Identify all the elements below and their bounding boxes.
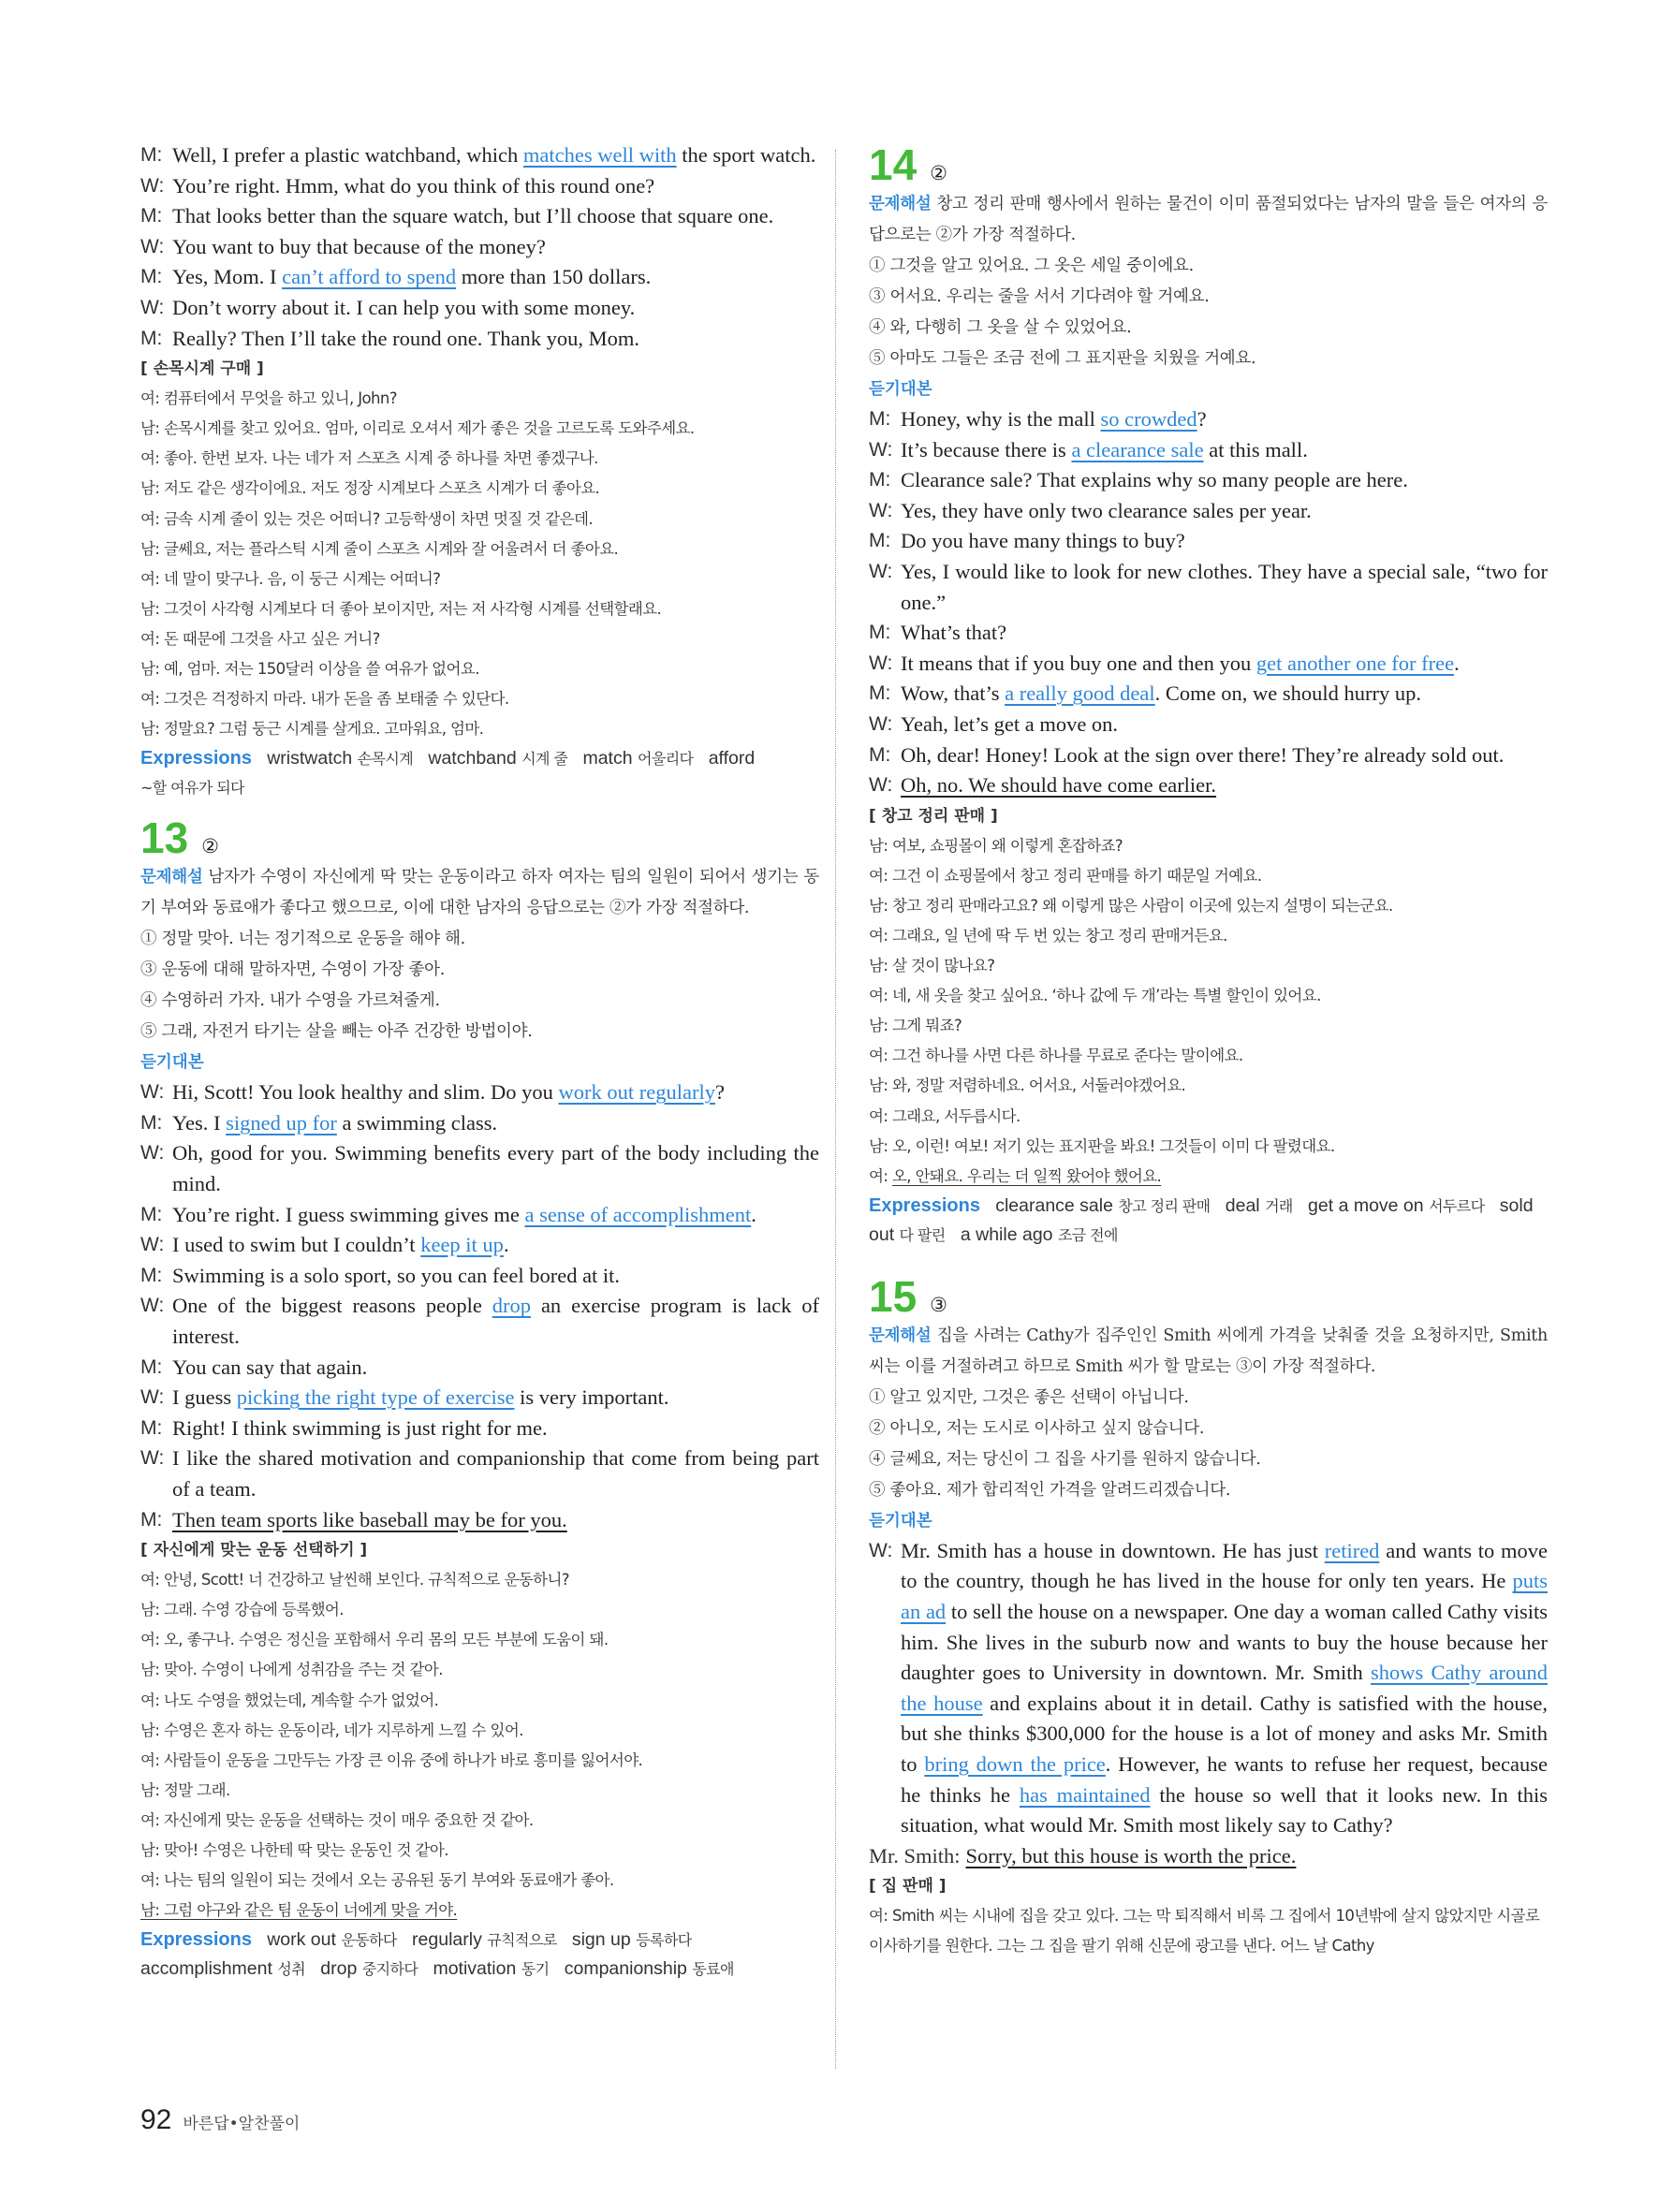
expression-meaning: 운동하다	[341, 1931, 397, 1950]
q13-explain-label: 문제해설	[140, 868, 203, 887]
q15-final-speaker: Mr. Smith:	[869, 1843, 961, 1868]
text-run: more than 150 dollars.	[456, 265, 652, 289]
expression-meaning: 창고 정리 판매	[1118, 1196, 1211, 1215]
expression-meaning: 시계 줄	[521, 750, 568, 769]
text-run: Swimming is a solo sport, so you can feel bored at it.	[172, 1263, 621, 1287]
q14-korean-translation	[869, 831, 1548, 1162]
speaker-label: W:	[140, 1295, 165, 1317]
dialog-text	[172, 1443, 819, 1504]
q13-dialog	[140, 1077, 819, 1535]
text-run: Yes, they have only two clearance sales per year.	[901, 498, 1312, 522]
text-run: . However, he wants to refuse her request, because he thinks he	[901, 1752, 1548, 1807]
dialog-text	[172, 201, 819, 232]
dialog-line	[140, 1353, 819, 1384]
key-phrase: retired	[1324, 1538, 1380, 1562]
q12-korean-title: [ 손목시계 구매 ]	[140, 359, 264, 379]
korean-line: 남: 와, 정말 저렴하네요. 어서요, 서둘러야겠어요.	[869, 1077, 1186, 1095]
dialog-line	[140, 1077, 819, 1108]
dialog-text	[172, 262, 819, 293]
korean-line: 여: 컴퓨터에서 무엇을 하고 있니, John?	[140, 389, 397, 408]
korean-line: 남: 손목시계를 찾고 있어요. 엄마, 이리로 오셔서 제가 좋은 것을 고르도록 도와주세요.	[140, 419, 695, 438]
key-phrase: signed up for	[226, 1110, 337, 1135]
dialog-text	[172, 324, 819, 355]
expression-term: a while ago	[960, 1223, 1053, 1245]
expression-term: deal	[1225, 1194, 1260, 1216]
q15-narration	[869, 1536, 1548, 1841]
text-run: the sport watch.	[676, 143, 816, 167]
q13-explanation	[140, 862, 819, 924]
dialog-text	[901, 496, 1548, 527]
q13-answer: ②	[201, 835, 219, 858]
key-phrase: get another one for free	[1255, 651, 1455, 675]
expression-meaning: 다 팔린	[899, 1225, 946, 1244]
q14-answer: ②	[930, 162, 947, 184]
q13-korean-translation	[140, 1565, 819, 1896]
text-run: Right! I think swimming is just right for me.	[172, 1415, 548, 1440]
expression-meaning: 동료애	[692, 1960, 734, 1979]
korean-line: 여: 좋아. 한번 보자. 나는 네가 저 스포츠 시계 중 하나를 차면 좋겠구나.	[140, 449, 598, 468]
answer-option: ③ 어서요. 우리는 줄을 서서 기다려야 할 거예요.	[869, 287, 1210, 306]
korean-line: 남: 그래. 수영 강습에 등록했어.	[140, 1601, 344, 1619]
q13-header	[140, 813, 819, 862]
text-run: an exercise program is lack of interest.	[172, 1294, 819, 1349]
text-run: I used to swim but I couldn’t	[172, 1233, 421, 1257]
q12-korean-translation	[140, 384, 819, 744]
expression-meaning: 거래	[1265, 1196, 1293, 1215]
speaker-label: W:	[869, 499, 893, 521]
korean-line: 남: 저도 같은 생각이에요. 저도 정장 시계보다 스포츠 시계가 더 좋아요.	[140, 479, 600, 498]
expression-term: watchband	[428, 748, 517, 769]
dialog-line	[869, 770, 1548, 801]
dialog-line	[869, 435, 1548, 466]
answer-option: ① 그것을 알고 있어요. 그 옷은 세일 중이에요.	[869, 256, 1194, 275]
answer-option: ① 알고 있지만, 그것은 좋은 선택이 아닙니다.	[869, 1387, 1189, 1407]
dialog-text	[172, 1077, 819, 1108]
expression-meaning: 등록하다	[636, 1931, 692, 1950]
korean-line: 여: 나는 팀의 일원이 되는 것에서 오는 공유된 동기 부여와 동료애가 좋아.	[140, 1871, 614, 1890]
text-run: I guess	[172, 1385, 237, 1410]
dialog-line	[140, 1291, 819, 1352]
answer-option: ⑤ 아마도 그들은 조금 전에 그 표지판을 치웠을 거예요.	[869, 349, 1256, 368]
key-phrase: bring down the price	[924, 1752, 1106, 1776]
answer-option: ⑤ 좋아요. 제가 합리적인 가격을 알려드리겠습니다.	[869, 1480, 1231, 1500]
korean-line: 여: 네 말이 맞구나. 음, 이 둥근 시계는 어떠니?	[140, 569, 441, 588]
q14-explain-text: 창고 정리 판매 행사에서 원하는 물건이 이미 품절되었다는 남자의 말을 들은 여자의 응답으로는 ②가 가장 적절하다.	[869, 195, 1549, 244]
korean-line: 남: 그것이 사각형 시계보다 더 좋아 보이지만, 저는 저 사각형 시계를 선택할래요.	[140, 599, 662, 618]
dialog-text	[172, 1383, 819, 1414]
text-run: Mr. Smith has a house in downtown. He has just	[901, 1538, 1325, 1562]
q14-number: 14	[869, 140, 918, 189]
dialog-line	[140, 1505, 819, 1536]
text-run: .	[503, 1233, 509, 1257]
speaker-label: M:	[869, 743, 891, 766]
answer-option: ① 정말 맞아. 너는 정기적으로 운동을 해야 해.	[140, 930, 465, 949]
dialog-text	[172, 1108, 819, 1139]
text-run: ?	[1197, 407, 1207, 431]
answer-line: Then team sports like baseball may be for you.	[172, 1507, 567, 1531]
expression-term: match	[582, 748, 633, 769]
speaker-label: M:	[140, 1111, 163, 1134]
text-run: the house so well that it looks new. In this situation, what would Mr. Smith most likely say to Cathy?	[901, 1782, 1549, 1838]
q13-number: 13	[140, 813, 189, 863]
expression-term: work out	[267, 1929, 336, 1951]
dialog-line	[869, 526, 1548, 557]
text-run: a swimming class.	[336, 1110, 498, 1135]
korean-line: 남: 오, 이런! 여보! 저기 있는 표지판을 봐요! 그것들이 이미 다 팔렸대요.	[869, 1136, 1335, 1155]
right-column	[869, 140, 1548, 1962]
dialog-text	[901, 404, 1548, 435]
dialog-text	[901, 557, 1548, 618]
speaker-label: M:	[140, 1203, 163, 1225]
dialog-text	[901, 710, 1548, 740]
text-run: Hi, Scott! You look healthy and slim. Do you	[172, 1080, 559, 1105]
text-run: It’s because there is	[901, 437, 1072, 461]
dialog-text	[901, 435, 1548, 466]
text-run: Clearance sale? That explains why so many people are here.	[901, 468, 1408, 492]
dialog-line	[869, 404, 1548, 435]
key-phrase: has maintained	[1019, 1782, 1151, 1807]
speaker-label: W:	[140, 1081, 165, 1104]
dialog-text	[901, 770, 1548, 801]
key-phrase: keep it up	[420, 1233, 504, 1257]
q15-answer: ③	[930, 1293, 947, 1316]
q15-header	[869, 1272, 1548, 1321]
dialog-line	[869, 710, 1548, 740]
speaker-label: W:	[140, 1234, 165, 1256]
korean-line: 여: 금속 시계 줄이 있는 것은 어떠니? 고등학생이 차면 멋질 것 같은데.	[140, 509, 594, 528]
expression-term: sold out	[869, 1194, 1534, 1245]
left-column	[140, 140, 819, 1984]
expression-term: drop	[320, 1958, 358, 1980]
dialog-line	[140, 262, 819, 293]
dialog-text	[172, 140, 819, 171]
speaker-label: W:	[869, 774, 893, 797]
q14-options	[869, 251, 1548, 374]
expression-meaning: 서두르다	[1429, 1196, 1485, 1215]
q15-korean-paragraph: 여: Smith 씨는 시내에 집을 갖고 있다. 그는 막 퇴직해서 비록 그 집에서 10년밖에 살지 않았지만 시골로 이사하기를 원한다. 그는 그 집을 팔기 위해 신문에 광고를 낸다. 어느 날 Cathy	[869, 1907, 1540, 1956]
dialog-line	[140, 232, 819, 263]
korean-line: 여: 오, 좋구나. 수영은 정신을 포함해서 우리 몸의 모든 부분에 도움이 돼.	[140, 1631, 609, 1649]
text-run: ?	[714, 1080, 725, 1105]
dialog-text	[172, 1138, 819, 1199]
dialog-line	[140, 1138, 819, 1199]
q14-korean-title: [ 창고 정리 판매 ]	[869, 806, 998, 826]
q15-final-text: Sorry, but this house is worth the price.	[965, 1843, 1297, 1868]
answer-option: ④ 와, 다행히 그 옷을 살 수 있었어요.	[869, 318, 1132, 337]
text-run: One of the biggest reasons people	[172, 1294, 492, 1318]
korean-line: 남: 여보, 쇼핑몰이 왜 이렇게 혼잡하죠?	[869, 836, 1123, 855]
q12-expressions	[140, 744, 819, 802]
korean-line: 여: 사람들이 운동을 그만두는 가장 큰 이유 중에 하나가 바로 흥미를 잃어서야.	[140, 1751, 643, 1769]
key-phrase: so crowded	[1100, 407, 1197, 431]
speaker-label: W:	[869, 712, 893, 735]
speaker-label: M:	[140, 266, 163, 288]
text-run: Well, I prefer a plastic watchband, which	[172, 143, 523, 167]
dialog-line	[869, 557, 1548, 618]
page-number: 92	[140, 2104, 172, 2135]
q13-script-label: 듣기대본	[140, 1053, 204, 1073]
q12-dialog	[140, 140, 819, 354]
q15-narration-speaker: W:	[869, 1539, 893, 1561]
speaker-label: W:	[140, 1447, 165, 1470]
korean-line: 여: 자신에게 맞는 운동을 선택하는 것이 매우 중요한 것 같아.	[140, 1810, 534, 1829]
text-run: Wow, that’s	[901, 681, 1006, 706]
korean-line: 남: 수영은 혼자 하는 운동이라, 네가 지루하게 느낄 수 있어.	[140, 1721, 523, 1739]
key-phrase: puts an ad	[901, 1569, 1548, 1624]
expressions-label: Expressions	[140, 748, 252, 769]
expression-term: companionship	[564, 1958, 687, 1980]
dialog-text	[172, 293, 819, 324]
speaker-label: W:	[869, 438, 893, 461]
text-run: . Come on, we should hurry up.	[1154, 681, 1422, 706]
korean-line: 남: 창고 정리 판매라고요? 왜 이렇게 많은 사람이 이곳에 있는지 설명이 되는군요.	[869, 896, 1393, 915]
column-divider	[835, 150, 836, 2069]
speaker-label: M:	[869, 530, 891, 552]
dialog-line	[140, 293, 819, 324]
text-run: Yes, I would like to look for new clothes. They have a special sale, “two for one.”	[901, 559, 1548, 614]
dialog-line	[869, 496, 1548, 527]
page-footer	[140, 2104, 300, 2136]
dialog-line	[869, 618, 1548, 649]
dialog-text	[172, 1230, 819, 1261]
korean-line: 남: 맞아. 수영이 나에게 성취감을 주는 것 같아.	[140, 1661, 443, 1679]
q15-korean-title: [ 집 판매 ]	[869, 1877, 947, 1897]
korean-line: 여: 안녕, Scott! 너 건강하고 날씬해 보인다. 규칙적으로 운동하니?	[140, 1571, 569, 1589]
answer-option: ④ 글쎄요, 저는 당신이 그 집을 사기를 원하지 않습니다.	[869, 1449, 1261, 1469]
dialog-line	[869, 679, 1548, 710]
text-run: and explains about it in detail. Cathy is satisfied with the house, but she thinks $300,000 for the house is a lot of money and asks Mr. Smith to	[901, 1691, 1549, 1776]
q13-explain-text: 남자가 수영이 자신에게 딱 맞는 운동이라고 하자 여자는 팀의 일원이 되어서 생기는 동기 부여와 동료애가 좋다고 했으므로, 이에 대한 남자의 응답으로는 ②가 가장 적절하다.	[140, 868, 820, 918]
speaker-label: W:	[140, 1386, 165, 1409]
expression-term: regularly	[412, 1929, 482, 1951]
text-run: Do you have many things to buy?	[901, 529, 1185, 553]
expressions-label: Expressions	[140, 1929, 252, 1951]
q14-expressions	[869, 1192, 1548, 1250]
speaker-label: M:	[140, 1416, 163, 1439]
korean-line: 남: 맞아! 수영은 나한테 딱 맞는 운동인 것 같아.	[140, 1841, 448, 1860]
dialog-line	[140, 1200, 819, 1231]
q13-korean-last: 남: 그럼 야구와 같은 팀 운동이 너에게 맞을 거야.	[140, 1901, 458, 1920]
korean-line: 여: 그건 하나를 사면 다른 하나를 무료로 준다는 말이에요.	[869, 1047, 1243, 1065]
text-run: You can say that again.	[172, 1355, 368, 1379]
dialog-text	[172, 1291, 819, 1352]
q13-expressions	[140, 1926, 819, 1984]
expression-meaning: 동기	[521, 1960, 550, 1979]
q15-explain-label: 문제해설	[869, 1326, 932, 1345]
dialog-text	[901, 649, 1548, 680]
dialog-line	[140, 324, 819, 355]
speaker-label: W:	[140, 296, 165, 318]
expression-meaning: ~할 여유가 되다	[140, 779, 244, 798]
dialog-line	[869, 740, 1548, 771]
expression-term: sign up	[571, 1929, 631, 1951]
dialog-line	[140, 1108, 819, 1139]
expression-term: get a move on	[1308, 1194, 1424, 1216]
korean-line: 남: 정말요? 그럼 둥근 시계를 살게요. 고마워요, 엄마.	[140, 720, 484, 739]
expression-term: afford	[708, 748, 756, 769]
korean-line: 남: 글쎄요, 저는 플라스틱 시계 줄이 스포츠 시계와 잘 어울려서 더 좋아요.	[140, 539, 619, 558]
text-run: Oh, good for you. Swimming benefits every part of the body including the mind.	[172, 1141, 819, 1196]
korean-line: 남: 살 것이 많나요?	[869, 957, 995, 975]
key-phrase: picking the right type of exercise	[236, 1385, 515, 1410]
speaker-label: M:	[869, 622, 891, 644]
answer-option: ⑤ 그래, 자전거 타기는 살을 빼는 아주 건강한 방법이야.	[140, 1022, 533, 1042]
dialog-line	[140, 1383, 819, 1414]
text-run: Don’t worry about it. I can help you with some money.	[172, 295, 636, 319]
text-run: Yeah, let’s get a move on.	[901, 711, 1119, 736]
speaker-label: M:	[869, 408, 891, 430]
q15-explain-text: 집을 사려는 Cathy가 집주인인 Smith 씨에게 가격을 낮춰줄 것을 요청하지만, Smith 씨는 이를 거절하려고 하므로 Smith 씨가 할 말로는 ③이 가장 적절하다.	[869, 1326, 1548, 1376]
q13-options	[140, 924, 819, 1047]
text-run: Really? Then I’ll take the round one. Thank you, Mom.	[172, 326, 640, 350]
text-run: Yes, Mom. I	[172, 265, 283, 289]
q15-number: 15	[869, 1271, 918, 1321]
korean-line: 여: 그래요, 서두릅시다.	[869, 1106, 1020, 1125]
expression-meaning: 어울리다	[637, 750, 694, 769]
key-phrase: shows Cathy around the house	[901, 1661, 1548, 1715]
text-run: You’re right. I guess swimming gives me	[172, 1202, 525, 1226]
dialog-text	[172, 1261, 819, 1292]
speaker-label: W:	[140, 174, 165, 197]
dialog-text	[172, 1353, 819, 1384]
q13-korean-title: [ 자신에게 맞는 운동 선택하기 ]	[140, 1541, 368, 1560]
speaker-label: M:	[869, 469, 891, 491]
key-phrase: a really good deal	[1005, 681, 1155, 706]
text-run: and wants to move to the country, though he has lived in the house for only ten years. He	[901, 1538, 1548, 1593]
text-run: I like the shared motivation and companionship that come from being part of a team.	[172, 1446, 819, 1501]
expression-term: wristwatch	[267, 748, 353, 769]
expression-meaning: 조금 전에	[1057, 1225, 1118, 1244]
text-run: It means that if you buy one and then you	[901, 651, 1256, 675]
text-run: You want to buy that because of the money?	[172, 234, 546, 258]
q14-header	[869, 140, 1548, 189]
speaker-label: M:	[140, 327, 163, 349]
q15-script-label: 듣기대본	[869, 1511, 932, 1531]
key-phrase: matches well with	[522, 143, 677, 167]
key-phrase: work out regularly	[558, 1080, 715, 1105]
key-phrase: a clearance sale	[1071, 437, 1204, 461]
speaker-label: M:	[869, 682, 891, 705]
dialog-line	[140, 171, 819, 202]
speaker-label: M:	[140, 1508, 163, 1531]
dialog-text	[172, 171, 819, 202]
korean-line: 여: 그래요, 일 년에 딱 두 번 있는 창고 정리 판매거든요.	[869, 927, 1227, 945]
dialog-text	[901, 618, 1548, 649]
key-phrase: drop	[492, 1294, 532, 1318]
text-run: You’re right. Hmm, what do you think of this round one?	[172, 173, 655, 198]
key-phrase: can’t afford to spend	[282, 265, 457, 289]
expression-meaning: 규칙적으로	[487, 1931, 557, 1950]
dialog-line	[140, 140, 819, 171]
text-run: Honey, why is the mall	[901, 407, 1101, 431]
dialog-line	[140, 1230, 819, 1261]
dialog-text	[901, 740, 1548, 771]
q15-options	[869, 1383, 1548, 1506]
expressions-label: Expressions	[869, 1194, 980, 1216]
text-run: Yes. I	[172, 1110, 227, 1135]
dialog-line	[140, 1414, 819, 1444]
q14-script-label: 듣기대본	[869, 380, 932, 399]
korean-line: 여: 그건 이 쇼핑몰에서 창고 정리 판매를 하기 때문일 거예요.	[869, 866, 1262, 885]
text-run: Oh, dear! Honey! Look at the sign over there! They’re already sold out.	[901, 742, 1505, 767]
key-phrase: a sense of accomplishment	[524, 1202, 752, 1226]
dialog-line	[140, 1443, 819, 1504]
korean-line: 남: 예, 엄마. 저는 150달러 이상을 쓸 여유가 없어요.	[140, 660, 479, 678]
speaker-label: M:	[140, 144, 163, 166]
answer-line: Oh, no. We should have come earlier.	[901, 773, 1217, 798]
text-run: at this mall.	[1203, 437, 1308, 461]
dialog-line	[869, 465, 1548, 496]
q14-dialog	[869, 404, 1548, 801]
expression-term: accomplishment	[140, 1958, 272, 1980]
dialog-text	[901, 526, 1548, 557]
speaker-label: W:	[869, 560, 893, 582]
q15-final-line	[869, 1841, 1548, 1872]
speaker-label: M:	[140, 1355, 163, 1378]
expression-meaning: 성취	[277, 1960, 306, 1979]
dialog-line	[140, 1261, 819, 1292]
dialog-text	[901, 679, 1548, 710]
q14-korean-last: 여: 오, 안돼요. 우리는 더 일찍 왔어야 했어요.	[869, 1166, 1162, 1185]
dialog-line	[140, 201, 819, 232]
footer-book-title: 바른답•알찬풀이	[183, 2115, 301, 2133]
dialog-text	[172, 1505, 819, 1536]
text-run: .	[1454, 651, 1460, 675]
answer-option: ④ 수영하러 가자. 내가 수영을 가르쳐줄게.	[140, 991, 440, 1011]
korean-line: 남: 정말 그래.	[140, 1780, 230, 1799]
q15-explanation	[869, 1321, 1548, 1383]
dialog-text	[172, 1200, 819, 1231]
text-run: That looks better than the square watch, but I’ll choose that square one.	[172, 204, 774, 228]
dialog-text	[172, 1414, 819, 1444]
text-run: .	[751, 1202, 756, 1226]
korean-line: 여: 나도 수영을 했었는데, 계속할 수가 없었어.	[140, 1691, 439, 1709]
dialog-line	[869, 649, 1548, 680]
speaker-label: W:	[140, 1142, 165, 1165]
korean-line: 남: 그게 뭐죠?	[869, 1017, 962, 1035]
speaker-label: M:	[140, 205, 163, 227]
expression-term: motivation	[433, 1958, 517, 1980]
speaker-label: M:	[140, 1264, 163, 1286]
answer-option: ③ 운동에 대해 말하자면, 수영이 가장 좋아.	[140, 960, 445, 980]
q14-explain-label: 문제해설	[869, 195, 932, 213]
korean-line: 여: 그것은 걱정하지 마라. 내가 돈을 좀 보태줄 수 있단다.	[140, 690, 509, 709]
q15-narration-text	[901, 1536, 1548, 1841]
dialog-text	[901, 465, 1548, 496]
dialog-text	[172, 232, 819, 263]
answer-option: ② 아니오, 저는 도시로 이사하고 싶지 않습니다.	[869, 1418, 1205, 1438]
text-run: to sell the house on a newspaper. One day a woman called Cathy visits him. She lives in the suburb now and wants to buy the house because her daughter goes to University in downtown. Mr. Smith	[901, 1600, 1548, 1685]
expression-meaning: 손목시계	[357, 750, 414, 769]
korean-line: 여: 돈 때문에 그것을 사고 싶은 거니?	[140, 629, 380, 648]
text-run: is very important.	[514, 1385, 669, 1410]
korean-line: 여: 네, 새 옷을 찾고 싶어요. ‘하나 값에 두 개’라는 특별 할인이 있어요.	[869, 987, 1321, 1005]
speaker-label: W:	[140, 235, 165, 257]
expression-term: clearance sale	[995, 1194, 1113, 1216]
expression-meaning: 중지하다	[361, 1960, 418, 1979]
q14-explanation	[869, 189, 1548, 251]
text-run: What’s that?	[901, 621, 1007, 645]
speaker-label: W:	[869, 652, 893, 674]
